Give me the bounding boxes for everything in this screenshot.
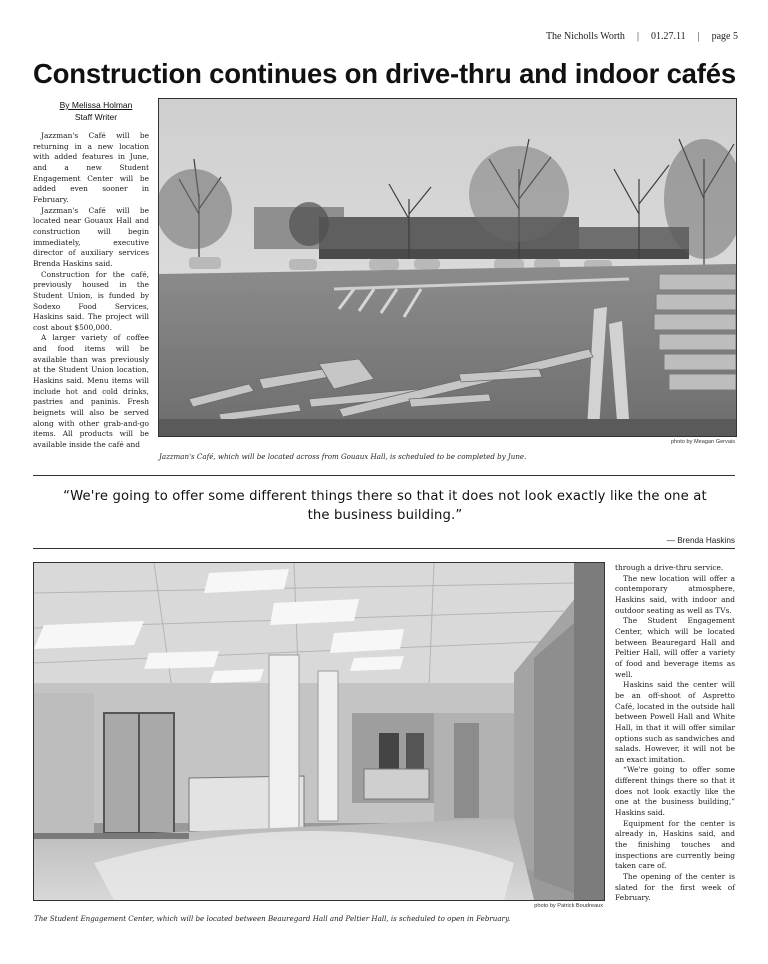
publication-name: The Nicholls Worth <box>545 31 625 42</box>
paragraph: through a drive-thru service. <box>615 563 724 572</box>
paragraph: The opening of the center is slated for the first week of February. <box>615 872 735 903</box>
issue-date: 01.27.11 <box>650 31 686 42</box>
photo-credit: photo by Patrick Boudreaux <box>534 903 603 909</box>
byline <box>36 99 156 123</box>
paragraph: The Student Engagement Center, which will be located between Beauregard Hall and Peltier Hall, will offer a variety of food and beverage items as well. <box>615 616 735 679</box>
folio-separator: | <box>636 31 639 42</box>
paragraph: Jazzman's Café will be returning in a new location with added features in June, and a new Student Engagement Center will be added even sooner in February. <box>33 131 149 204</box>
paragraph: Construction for the café, previously housed in the Student Union, is funded by Sodexo Food Services, Haskins said. The project will cost about $500,000. <box>33 269 149 332</box>
paragraph: The new location will offer a contemporary atmosphere, Haskins said, with indoor and outdoor seating as well as TVs. <box>615 573 735 615</box>
paragraph: A larger variety of coffee and food items will be available than was previously at the Student Union location, Haskins said. Menu items will include hot and cold drinks, pastries and paninis. Fresh beignets will also be served along with other grab-and-go items. All products will be available inside the café and <box>33 333 149 450</box>
byline-role: Staff Writer <box>74 112 118 122</box>
article-headline: Construction continues on drive-thru and indoor cafés <box>33 58 736 89</box>
photo-caption: The Student Engagement Center, which will be located between Beauregard Hall and Peltier Hall, is scheduled to open in February. <box>34 914 511 923</box>
folio-header <box>0 31 738 42</box>
construction-site-photo <box>158 98 737 437</box>
article-column-left <box>33 131 149 451</box>
paragraph: Jazzman's Café will be located near Gouaux Hall and construction will begin immediately, executive director of auxiliary services Brenda Haskins said. <box>33 205 149 268</box>
paragraph: “We're going to offer some different things there so that it does not look exactly like the one at the business building,” Haskins said. <box>615 765 735 818</box>
paragraph: Equipment for the center is already in, Haskins said, and the finishing touches and inspections are currently being taken care of. <box>615 818 735 871</box>
folio-separator: | <box>697 31 700 42</box>
byline-author: By Melissa Holman <box>59 100 133 110</box>
divider-rule <box>33 475 735 476</box>
article-column-right <box>615 563 735 904</box>
divider-rule <box>33 548 735 549</box>
engagement-center-photo <box>33 562 605 901</box>
photo-credit: photo by Meagan Gervais <box>670 439 735 445</box>
photo-caption: Jazzman's Café, which will be located across from Gouaux Hall, is scheduled to be completed by June. <box>159 452 527 461</box>
paragraph: Haskins said the center will be an off-shoot of Aspretto Café, located in the outside hall between Powell Hall and White Hall, in that it will offer similar options such as sandwiches and salads. However, it will not be an exact imitation. <box>615 680 735 764</box>
pull-quote-attribution: — Brenda Haskins <box>666 536 735 545</box>
page-number: page 5 <box>711 31 738 42</box>
pull-quote: “We're going to offer some different things there so that it does not look exactly like the one at the business building.” <box>63 489 707 523</box>
